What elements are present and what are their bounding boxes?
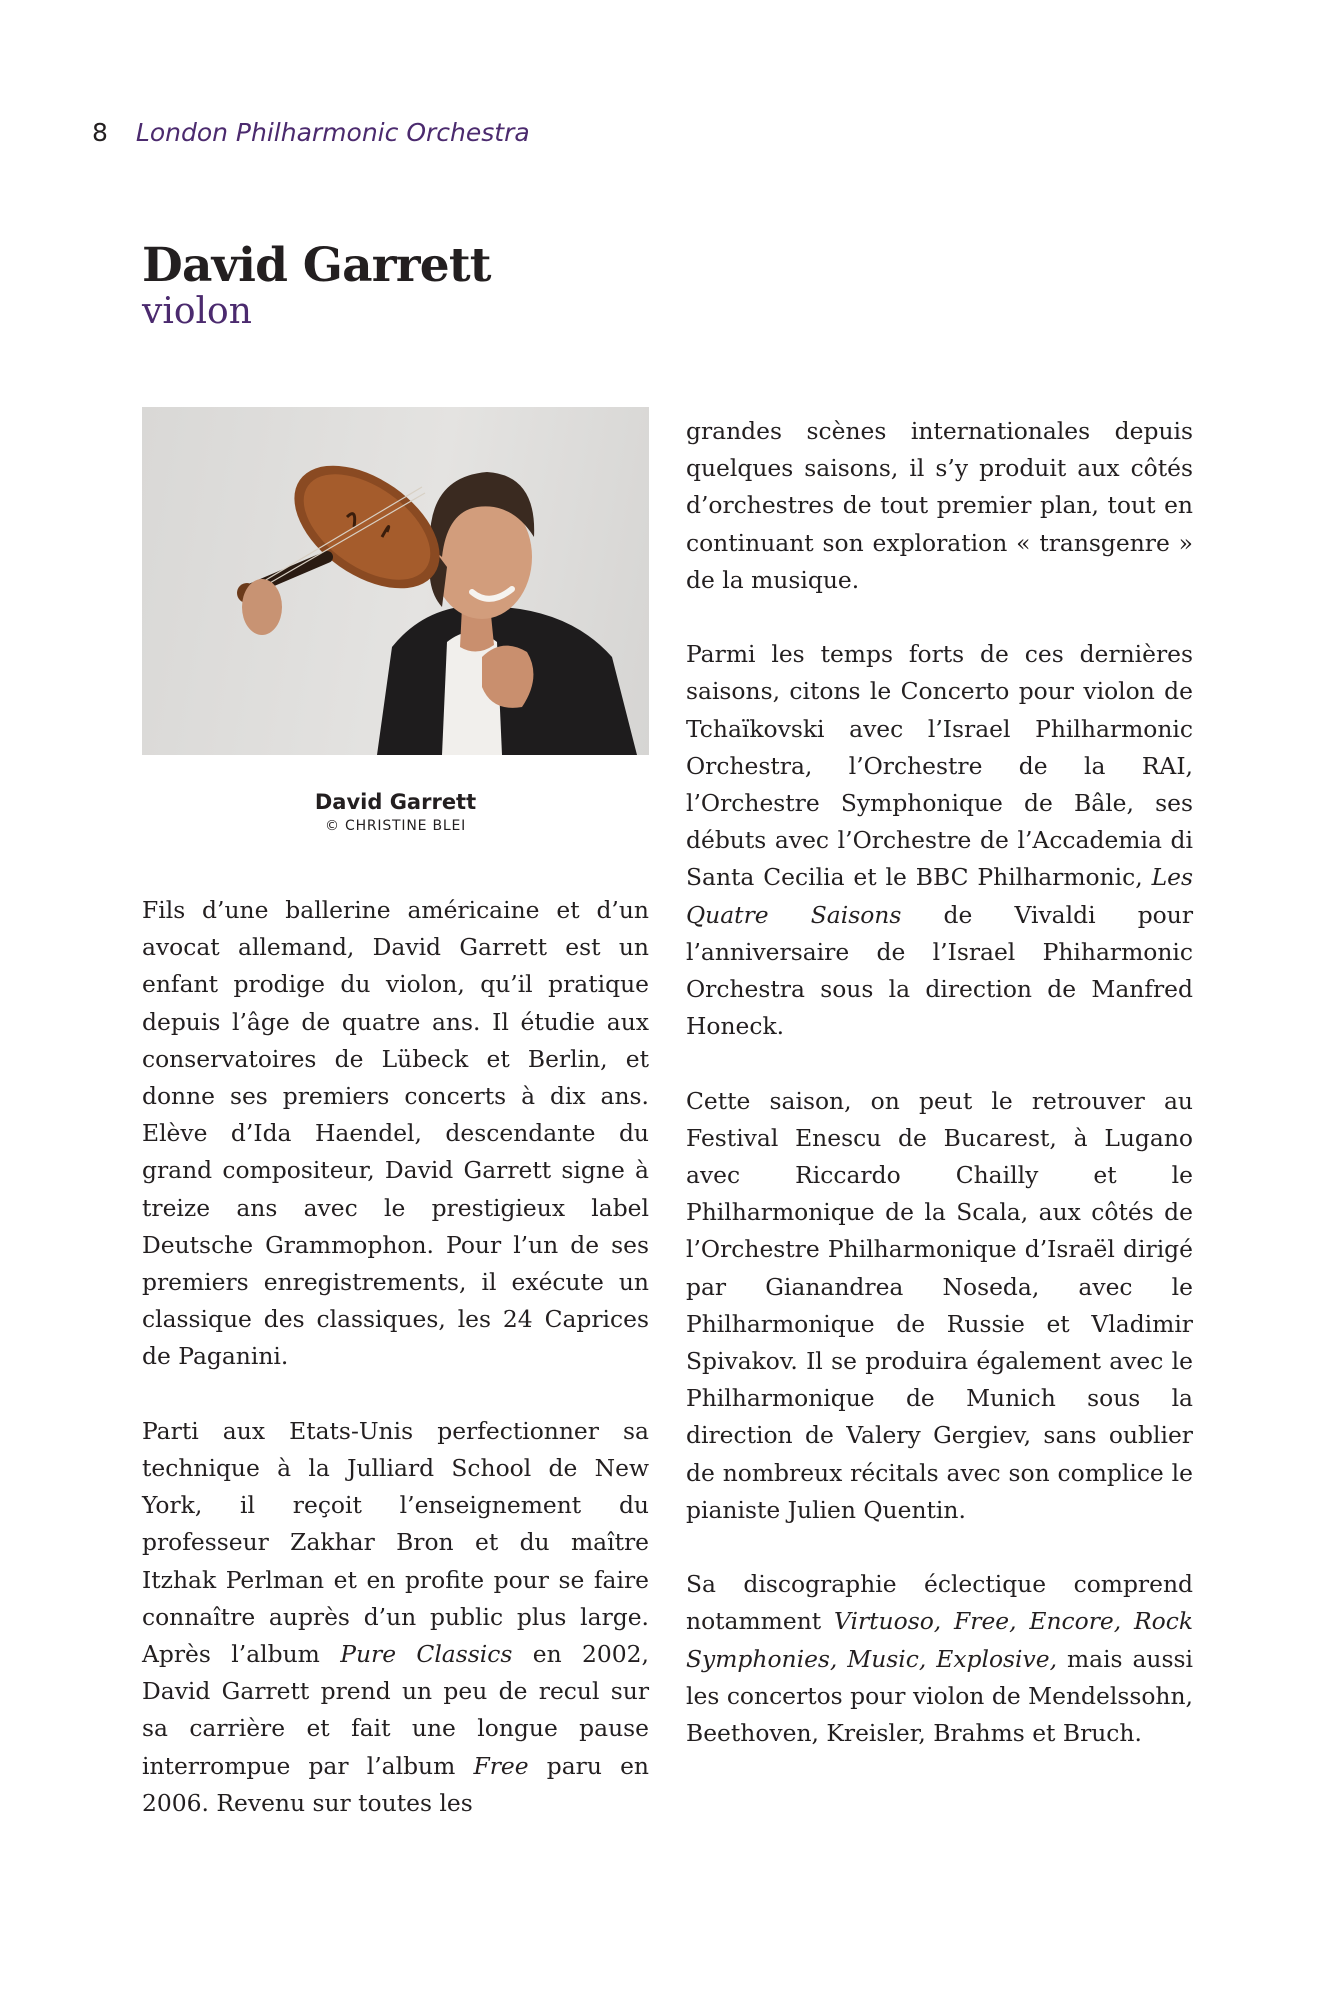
photo-caption xyxy=(142,788,649,836)
album-titles: Virtuoso, Free, Encore, Rock Symphonies, Music, Explosive, xyxy=(686,1607,1193,1673)
running-head xyxy=(92,116,530,150)
page-number: 8 xyxy=(92,118,108,147)
bio-paragraph: Parmi les temps forts de ces dernières saisons, citons le Concerto pour violon de Tchaïkovski avec l’Israel Philharmonic Orchestra, l’Orchestre de la RAI, l’Orchestre Symphonique de Bâle, ses débuts avec l’Orchestre de l’Accademia di Santa Cecilia et le BBC Philharmonic, Les Quatre Saisons de Vivaldi pour l’anniversaire de l’Israel Phiharmonic Orchestra sous la direction de Manfred Honeck. xyxy=(686,640,1193,1041)
violinist-portrait-illustration xyxy=(142,407,649,755)
artist-role: violon xyxy=(142,291,252,332)
bio-paragraph: Sa discographie éclectique comprend notamment Virtuoso, Free, Encore, Rock Symphonies, Music, Explosive, mais aussi les concertos pour violon de Mendelssohn, Beethoven, Kreisler, Brahms et Bruch. xyxy=(686,1570,1193,1748)
caption-name: David Garrett xyxy=(314,790,477,814)
bio-paragraph: Parti aux Etats-Unis perfectionner sa technique à la Julliard School de New York, il reçoit l’enseignement du professeur Zakhar Bron et du maître Itzhak Perlman et en profite pour se faire connaître auprès d’un public plus large. Après l’album Pure Classics en 2002, David Garrett prend un peu de recul sur sa carrière et fait une longue pause interrompue par l’album Free paru en 2006. Revenu sur toutes les xyxy=(142,1416,649,1817)
album-title: Pure Classics xyxy=(340,1640,513,1669)
album-title: Free xyxy=(473,1751,529,1780)
work-title: Les Quatre Saisons xyxy=(686,863,1193,929)
bio-paragraph: Fils d’une ballerine américaine et d’un avocat allemand, David Garrett est un enfant prodige du violon, qu’il pratique depuis l’âge de quatre ans. Il étudie aux conservatoires de Lübeck et Berlin, et donne ses premiers concerts à dix ans. Elève d’Ida Haendel, descendante du grand compositeur, David Garrett signe à treize ans avec le prestigieux label Deutsche Grammophon. Pour l’un de ses premiers enregistrements, il exécute un classique des classiques, les 24 Caprices de Paganini. xyxy=(142,896,649,1371)
bio-paragraph: Cette saison, on peut le retrouver au Festival Enescu de Bucarest, à Lugano avec Riccardo Chailly et le Philharmonique de la Scala, aux côtés de l’Orchestre Philharmonique d’Israël dirigé par Gianandrea Noseda, avec le Philharmonique de Russie et Vladimir Spivakov. Il se produira également avec le Philharmonique de Munich sous la direction de Valery Gergiev, sans oublier de nombreux récitals avec son complice le pianiste Julien Quentin. xyxy=(686,1086,1193,1524)
publication-title: London Philharmonic Orchestra xyxy=(135,118,530,147)
bio-column-left xyxy=(142,892,649,1822)
bio-paragraph: grandes scènes internationales depuis quelques saisons, il s’y produit aux côtés d’orchestres de tout premier plan, tout en continuant son exploration « transgenre » de la musique. xyxy=(686,417,1193,594)
artist-photo xyxy=(142,407,649,755)
artist-name: David Garrett xyxy=(142,238,491,293)
caption-credit: © CHRISTINE BLEI xyxy=(324,818,467,834)
bio-column-right xyxy=(686,413,1193,1752)
